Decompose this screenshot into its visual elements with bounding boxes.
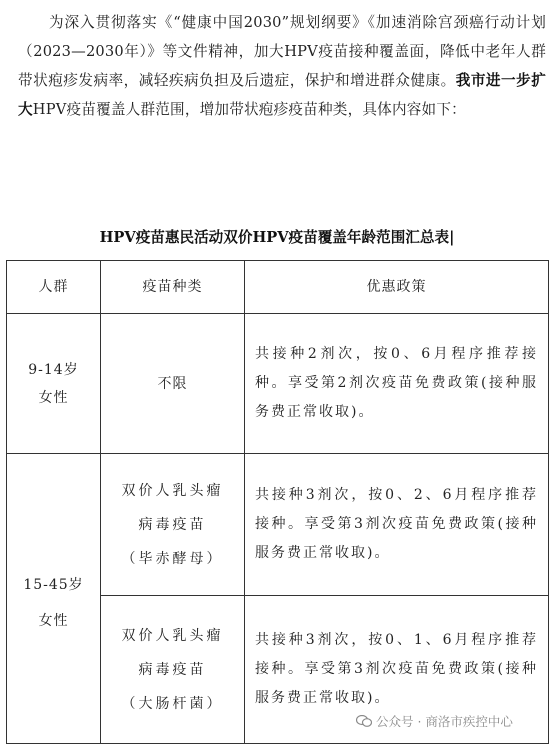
- table-title: HPV疫苗惠民活动双价HPV疫苗覆盖年龄范围汇总表|: [99, 229, 455, 246]
- intro-bold-text: 我市进一步扩大: [18, 72, 546, 118]
- group-age: 9-14岁: [28, 361, 79, 378]
- table-row: [7, 314, 549, 454]
- policy-cell: 共接种3剂次，按0、2、6月程序推荐接种。享受第3剂次疫苗免费政策(接种服务费正常收取)。: [245, 454, 549, 596]
- vaccine-name: 双价人乳头瘤病毒疫苗: [121, 627, 224, 678]
- policy-cell: 共接种2剂次，按0、6月程序推荐接种。享受第2剂次疫苗免费政策(接种服务费正常收取)。: [245, 314, 549, 454]
- vaccine-brand: （毕赤酵母）: [121, 550, 224, 567]
- group-sex: 女性: [38, 612, 69, 629]
- wechat-icon: [356, 715, 372, 727]
- vaccine-cell: [101, 596, 245, 744]
- table-header-row: [7, 261, 549, 314]
- intro-tail-text: HPV疫苗覆盖人群范围，增加带状疱疹疫苗种类，具体内容如下：: [32, 101, 466, 118]
- group-cell: [7, 314, 101, 454]
- policy-cell: 共接种3剂次，按0、1、6月程序推荐接种。享受第3剂次疫苗免费政策(接种服务费正常收取)。: [245, 596, 549, 744]
- header-policy: 优惠政策: [245, 261, 549, 314]
- vaccine-brand: （大肠杆菌）: [121, 695, 224, 712]
- group-cell: [7, 454, 101, 744]
- group-sex: 女性: [38, 389, 69, 406]
- header-vaccine: 疫苗种类: [101, 261, 245, 314]
- coverage-table: [6, 260, 549, 744]
- vaccine-cell: 不限: [101, 314, 245, 454]
- header-group: 人群: [7, 261, 101, 314]
- vaccine-cell: [101, 454, 245, 596]
- table-row: [7, 454, 549, 596]
- group-age: 15-45岁: [23, 576, 84, 593]
- watermark-text: 公众号 · 商洛市疾控中心: [376, 714, 513, 729]
- watermark: [356, 712, 513, 730]
- intro-text: 为深入贯彻落实《“健康中国2030”规划纲要》《加速消除宫颈癌行动计划（2023—2030年）》等文件精神，加大HPV疫苗接种覆盖面，降低中老年人群带状疱疹发病率，减轻疾病负担及后遗症，保护和增进群众健康。: [18, 14, 546, 89]
- intro-paragraph: [18, 8, 546, 124]
- vaccine-name: 双价人乳头瘤病毒疫苗: [121, 482, 224, 533]
